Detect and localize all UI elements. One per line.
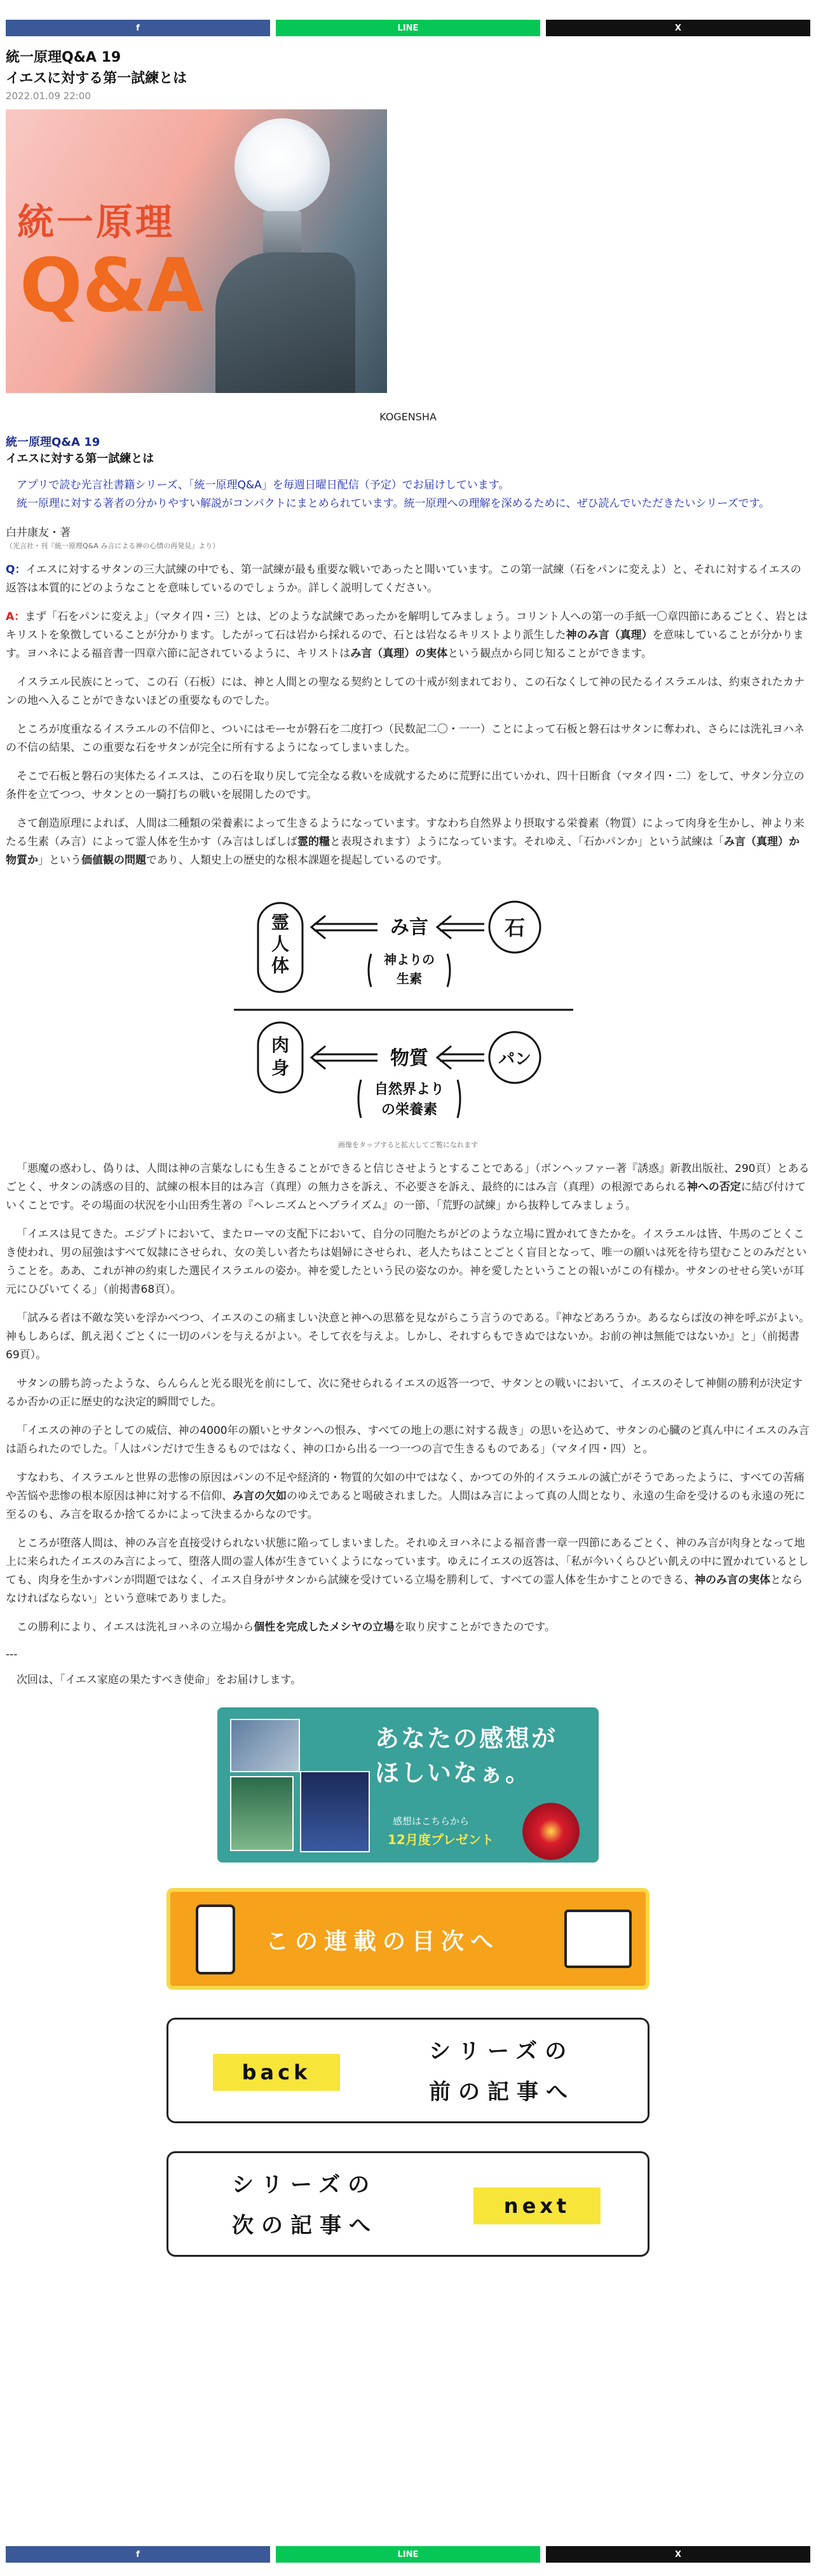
- body-paragraph: そこで石板と磐石の実体たるイエスは、この石を取り戻して完全なる救いを成就するために荒野に出ていかれ、四十日断食（マタイ四・二）をして、サタン分立の条件を立てつつ、サタンとの一騎打ちの戦いを展開したのです。: [6, 770, 805, 801]
- body-paragraph: ところが度重なるイスラエルの不信仰と、ついにはモーセが磐石を二度打つ（民数記二〇・一一）ことによって石板と磐石はサタンに奪われ、さらには洗礼ヨハネの不信の結果、この重要な石をサタンが完全に所有するようになってしまいました。: [6, 723, 805, 754]
- answer-paragraph: [6, 608, 810, 663]
- flesh-char-1: 肉: [271, 1035, 290, 1056]
- word-note-2: 生素: [397, 971, 422, 986]
- lightbulb-icon: [235, 118, 330, 214]
- photo-thumbnail: [230, 1719, 300, 1772]
- next-episode-note: 次回は、「イエス家庭の果たすべき使命」をお届けします。: [17, 1674, 302, 1686]
- question-mark: Q：: [6, 563, 26, 576]
- article-date: 2022.01.09 22:00: [6, 90, 91, 102]
- matter-note-2: の栄養素: [381, 1102, 438, 1118]
- poinsettia-icon: [522, 1803, 580, 1860]
- bold-text: 神への否定: [686, 1181, 741, 1194]
- answer-text: を意味していることが分かります。ヨハネによる福音書一四章六節に記されているように、キリストは: [6, 629, 804, 660]
- hero-title: 統一原理: [17, 200, 175, 244]
- prev-article-card[interactable]: [167, 2018, 649, 2123]
- book-cover-1: [230, 1776, 294, 1851]
- spirit-char-1: 霊: [271, 912, 290, 933]
- impression-title-line2: ほしいなぁ。: [375, 1759, 532, 1787]
- answer-bold: み言（真理）の実体: [350, 647, 448, 660]
- body-paragraph: [6, 1618, 810, 1637]
- share-x-button[interactable]: [546, 20, 810, 36]
- intro-paragraph-2: 統一原理に対する著者の分かりやすい解説がコンパクトにまとめられています。統一原理への理解を深めるために、ぜひ読んでいただきたいシリーズです。: [17, 497, 770, 510]
- article-title-line2: イエスに対する第一試練とは: [6, 71, 187, 86]
- x-icon: X: [674, 23, 682, 33]
- phone-icon: [196, 1904, 235, 1974]
- answer-mark: A：: [6, 610, 25, 623]
- bold-text: み言の欠如: [233, 1490, 287, 1503]
- body-paragraph: [6, 1469, 810, 1524]
- share-facebook-button[interactable]: [6, 20, 270, 36]
- prev-text-line2: 前の記事へ: [429, 2079, 575, 2105]
- spirit-label: [271, 912, 289, 976]
- impression-subtext: 感想はこちらから: [393, 1815, 470, 1827]
- text: 」という: [38, 854, 81, 867]
- toc-banner[interactable]: [167, 1888, 649, 1990]
- text: とならなければならない」という意味でありました。: [6, 1574, 803, 1605]
- question-text: イエスに対するサタンの三大試練の中でも、第一試練が最も重要な戦いであったと聞いています。この第一試練（石をパンに変えよ）と、それに対するイエスの返答は本質的にどのようなことを意味しているのでしょうか。詳しく説明してください。: [6, 563, 801, 595]
- hero-qa: Q&A: [20, 243, 204, 329]
- text: この勝利により、イエスは洗礼ヨハネの立場から: [17, 1621, 254, 1634]
- text: ところが堕落人間は、神のみ言を直接受けられない状態に陥ってしまいました。それゆえヨハネによる福音書一章一四節にあるごとく、神のみ言が肉身となって地上に来られたイエスのみ言によって、堕落人間の霊人体が生きていくようになっています。ゆえにイエスの返答は、「私が今いくらひどい飢えの中に置かれているとしても、肉身を生かすパンが問題ではなく、イエス自身がサタンから試練を受けている立場を勝利して、すべての霊人体を生かすことのできる、: [6, 1537, 809, 1587]
- image-caption: KOGENSHA: [379, 411, 437, 423]
- share-line-button[interactable]: [276, 2546, 540, 2563]
- author-source: （光言社・刊『統一原理Q&A み言による神の心情の再発見』より）: [6, 542, 220, 550]
- next-text-line1: シリーズの: [232, 2172, 377, 2198]
- book-icon: [564, 1910, 632, 1968]
- next-pill: next: [473, 2187, 601, 2224]
- diagram-note: 画像をタップすると拡大してご覧になれます: [338, 1141, 478, 1149]
- body-paragraph: 「イエスは見てきた。エジプトにおいて、またローマの支配下において、自分の同胞たちがどのような立場に置かれてきたかを。イスラエルは皆、牛馬のごとくこき使われ、男の屈強はすべて奴隷にさせられ、女の美しい者たちは娼婦にさせられ、老人たちはことごとく盲目となって、唯一の願いは死を待ち望むことのみだということを。ああ、これが神の約束した選民イスラエルの姿か。神を愛したという民の姿なのか。神を愛したということの報いがこの有様か。サタンのせせら笑いが耳元にひびいてくる」（前掲書68頁）。: [6, 1228, 807, 1296]
- impression-title-line1: あなたの感想が: [375, 1725, 558, 1753]
- text: さて創造原理によれば、人間は二種類の栄養素によって生きるようになっています。すなわち自然界より摂取する栄養素（物質）によって肉身を生かし、神より来たる生素（み言）によって霊人体を生かす（み言はしばしば: [6, 817, 805, 848]
- lightbulb-base: [263, 211, 301, 256]
- bold-text: 霊的糧: [297, 836, 330, 848]
- flesh-label: [271, 1035, 289, 1078]
- book-cover-2: [300, 1771, 370, 1852]
- body-paragraph: 「試みる者は不敵な笑いを浮かべつつ、イエスのこの痛ましい決意と神への思慕を見ながらこう言うのである。『神などあろうか。あるならば汝の神を呼ぶがよい。神もしあらば、飢え渇くごとくに一切のパンを与えるがよい。そして衣を与えよ。しかし、それすらもできぬではないか。お前の神は無能ではないか』と」（前掲書69頁）。: [6, 1312, 810, 1361]
- share-bar-top: [0, 20, 816, 36]
- text: と表現されます）ようになっています。それゆえ、「石かパンか」という試練は「: [330, 836, 724, 848]
- text: を取り戻すことができたのです。: [394, 1621, 555, 1634]
- share-facebook-button[interactable]: [6, 2546, 270, 2563]
- article-title-line1: 統一原理Q&A 19: [6, 50, 121, 65]
- article-content: [6, 47, 810, 2257]
- next-text-line2: 次の記事へ: [232, 2213, 378, 2238]
- intro-paragraph-1: アプリで読む光言社書籍シリーズ、「統一原理Q&A」を毎週日曜日配信（予定）でお届けしています。: [17, 479, 510, 492]
- diagram-image[interactable]: [230, 895, 586, 1137]
- facebook-icon: f: [136, 2549, 140, 2559]
- word-label: み言: [390, 916, 428, 939]
- prev-text-line1: シリーズの: [429, 2039, 575, 2064]
- facebook-icon: f: [136, 23, 140, 33]
- text: のゆえであると喝破されました。人間はみ言によって真の人間となり、永遠の生命を受けるのも永遠の死に至るのも、み言を取るか捨てるかによって決まるからなのです。: [6, 1490, 805, 1521]
- series-subtitle: イエスに対する第一試練とは: [6, 452, 154, 465]
- matter-note-1: 自然界より: [374, 1082, 445, 1098]
- body-paragraph: イスラエル民族にとって、この石（石板）には、神と人間との聖なる契約としての十戒が刻まれており、この石なくして神の民たるイスラエルは、約束されたカナンの地へ入ることができないほどの重要なものでした。: [6, 676, 805, 707]
- share-line-button[interactable]: [276, 20, 540, 36]
- spirit-char-3: 体: [271, 955, 290, 976]
- x-icon: X: [674, 2549, 682, 2559]
- body-paragraph: [6, 815, 810, 870]
- matter-label: 物質: [390, 1047, 428, 1070]
- line-icon: LINE: [397, 23, 419, 33]
- body-paragraph: [6, 1534, 810, 1608]
- answer-text: まず「石をパンに変えよ」（マタイ四・三）とは、どのような試練であったかを解明してみましょう。コリント人への第一の手紙一〇章四節にあるごとく、岩とはキリストを象徴していることが分かります。したがって石は岩から採れるので、石とは岩なるキリストより派生した: [6, 610, 808, 642]
- word-note-1: 神よりの: [384, 952, 435, 967]
- text: であり、人類史上の歴史的な根本課題を提起しているのです。: [146, 854, 448, 867]
- article-title: [6, 47, 810, 89]
- separator: ---: [6, 1648, 18, 1661]
- share-x-button[interactable]: [546, 2546, 810, 2563]
- spirit-char-2: 人: [271, 933, 290, 954]
- body-paragraph: [6, 1160, 810, 1215]
- bold-text: 価値観の問題: [81, 854, 146, 867]
- body-paragraph: サタンの勝ち誇ったような、らんらんと光る眼光を前にして、次に発せられるイエスの返答一つで、サタンとの戦いにおいて、イエスのそして神側の勝利が決定するか否かの正に歴史的な決定的瞬間でした。: [6, 1377, 803, 1409]
- bold-text: み言（真理）か物質か: [6, 836, 800, 867]
- text: 「悪魔の惑わし、偽りは、人間は神の言葉なしにも生きることができると信じさせようとすることである」（ボンヘッファー著『誘惑』新教出版社、290頁）とあるごとく、サタンの誘惑の目的、試練の根本目的はみ言（真理）の無力さを訴え、不必要さを訴え、最終的にはみ言（真理）の根源であられる: [6, 1162, 810, 1194]
- answer-text: という観点から同じ知ることができます。: [447, 647, 652, 660]
- back-pill: back: [213, 2054, 340, 2091]
- impression-banner[interactable]: [217, 1707, 599, 1863]
- stone-label: 石: [504, 916, 526, 940]
- hero-image: [6, 109, 387, 393]
- share-bar-bottom: [0, 2546, 816, 2563]
- answer-bold: 神のみ言（真理）: [566, 629, 653, 642]
- next-article-card[interactable]: [167, 2151, 649, 2257]
- line-icon: LINE: [397, 2549, 419, 2559]
- toc-label: この連載の目次へ: [266, 1929, 500, 1955]
- series-name: 統一原理Q&A 19: [6, 436, 100, 449]
- bold-text: 個性を完成したメシヤの立場: [254, 1621, 395, 1634]
- impression-gift: 12月度プレゼント: [388, 1832, 494, 1847]
- body-paragraph: 「イエスの神の子としての威信、神の4000年の願いとサタンへの恨み、すべての地上の悪に対する裁き」の思いを込めて、サタンの心臓のど真ん中にイエスのみ言は語られたのでした。「人はパンだけで生きるものではなく、神の口から出る一つ一つの言で生きるものである」（マタイ四・四）と。: [6, 1424, 810, 1456]
- impression-title: [375, 1721, 557, 1790]
- diagram-svg: [230, 895, 586, 1137]
- intro-block: [6, 476, 810, 513]
- author-name: 白井康友・著: [6, 527, 71, 539]
- text: すなわち、イスラエルと世界の悲惨の原因はパンの不足や経済的・物質的欠如の中ではなく、かつての外的イスラエルの滅亡がそうであったように、すべての苦痛や苦悩や悲惨の根本原因は神に対する不信仰、: [6, 1471, 805, 1503]
- bold-text: 神のみ言の実体: [695, 1574, 771, 1587]
- flesh-char-2: 身: [271, 1057, 290, 1078]
- text: に結び付けていくことです。その場面の状況を小山田秀生著の『ヘレニズムとヘブライズム』の一節、「荒野の試練」から抜粋してみましょう。: [6, 1181, 806, 1212]
- bread-label: パン: [498, 1050, 532, 1069]
- hand-illustration: [215, 252, 355, 393]
- question-paragraph: [6, 561, 810, 598]
